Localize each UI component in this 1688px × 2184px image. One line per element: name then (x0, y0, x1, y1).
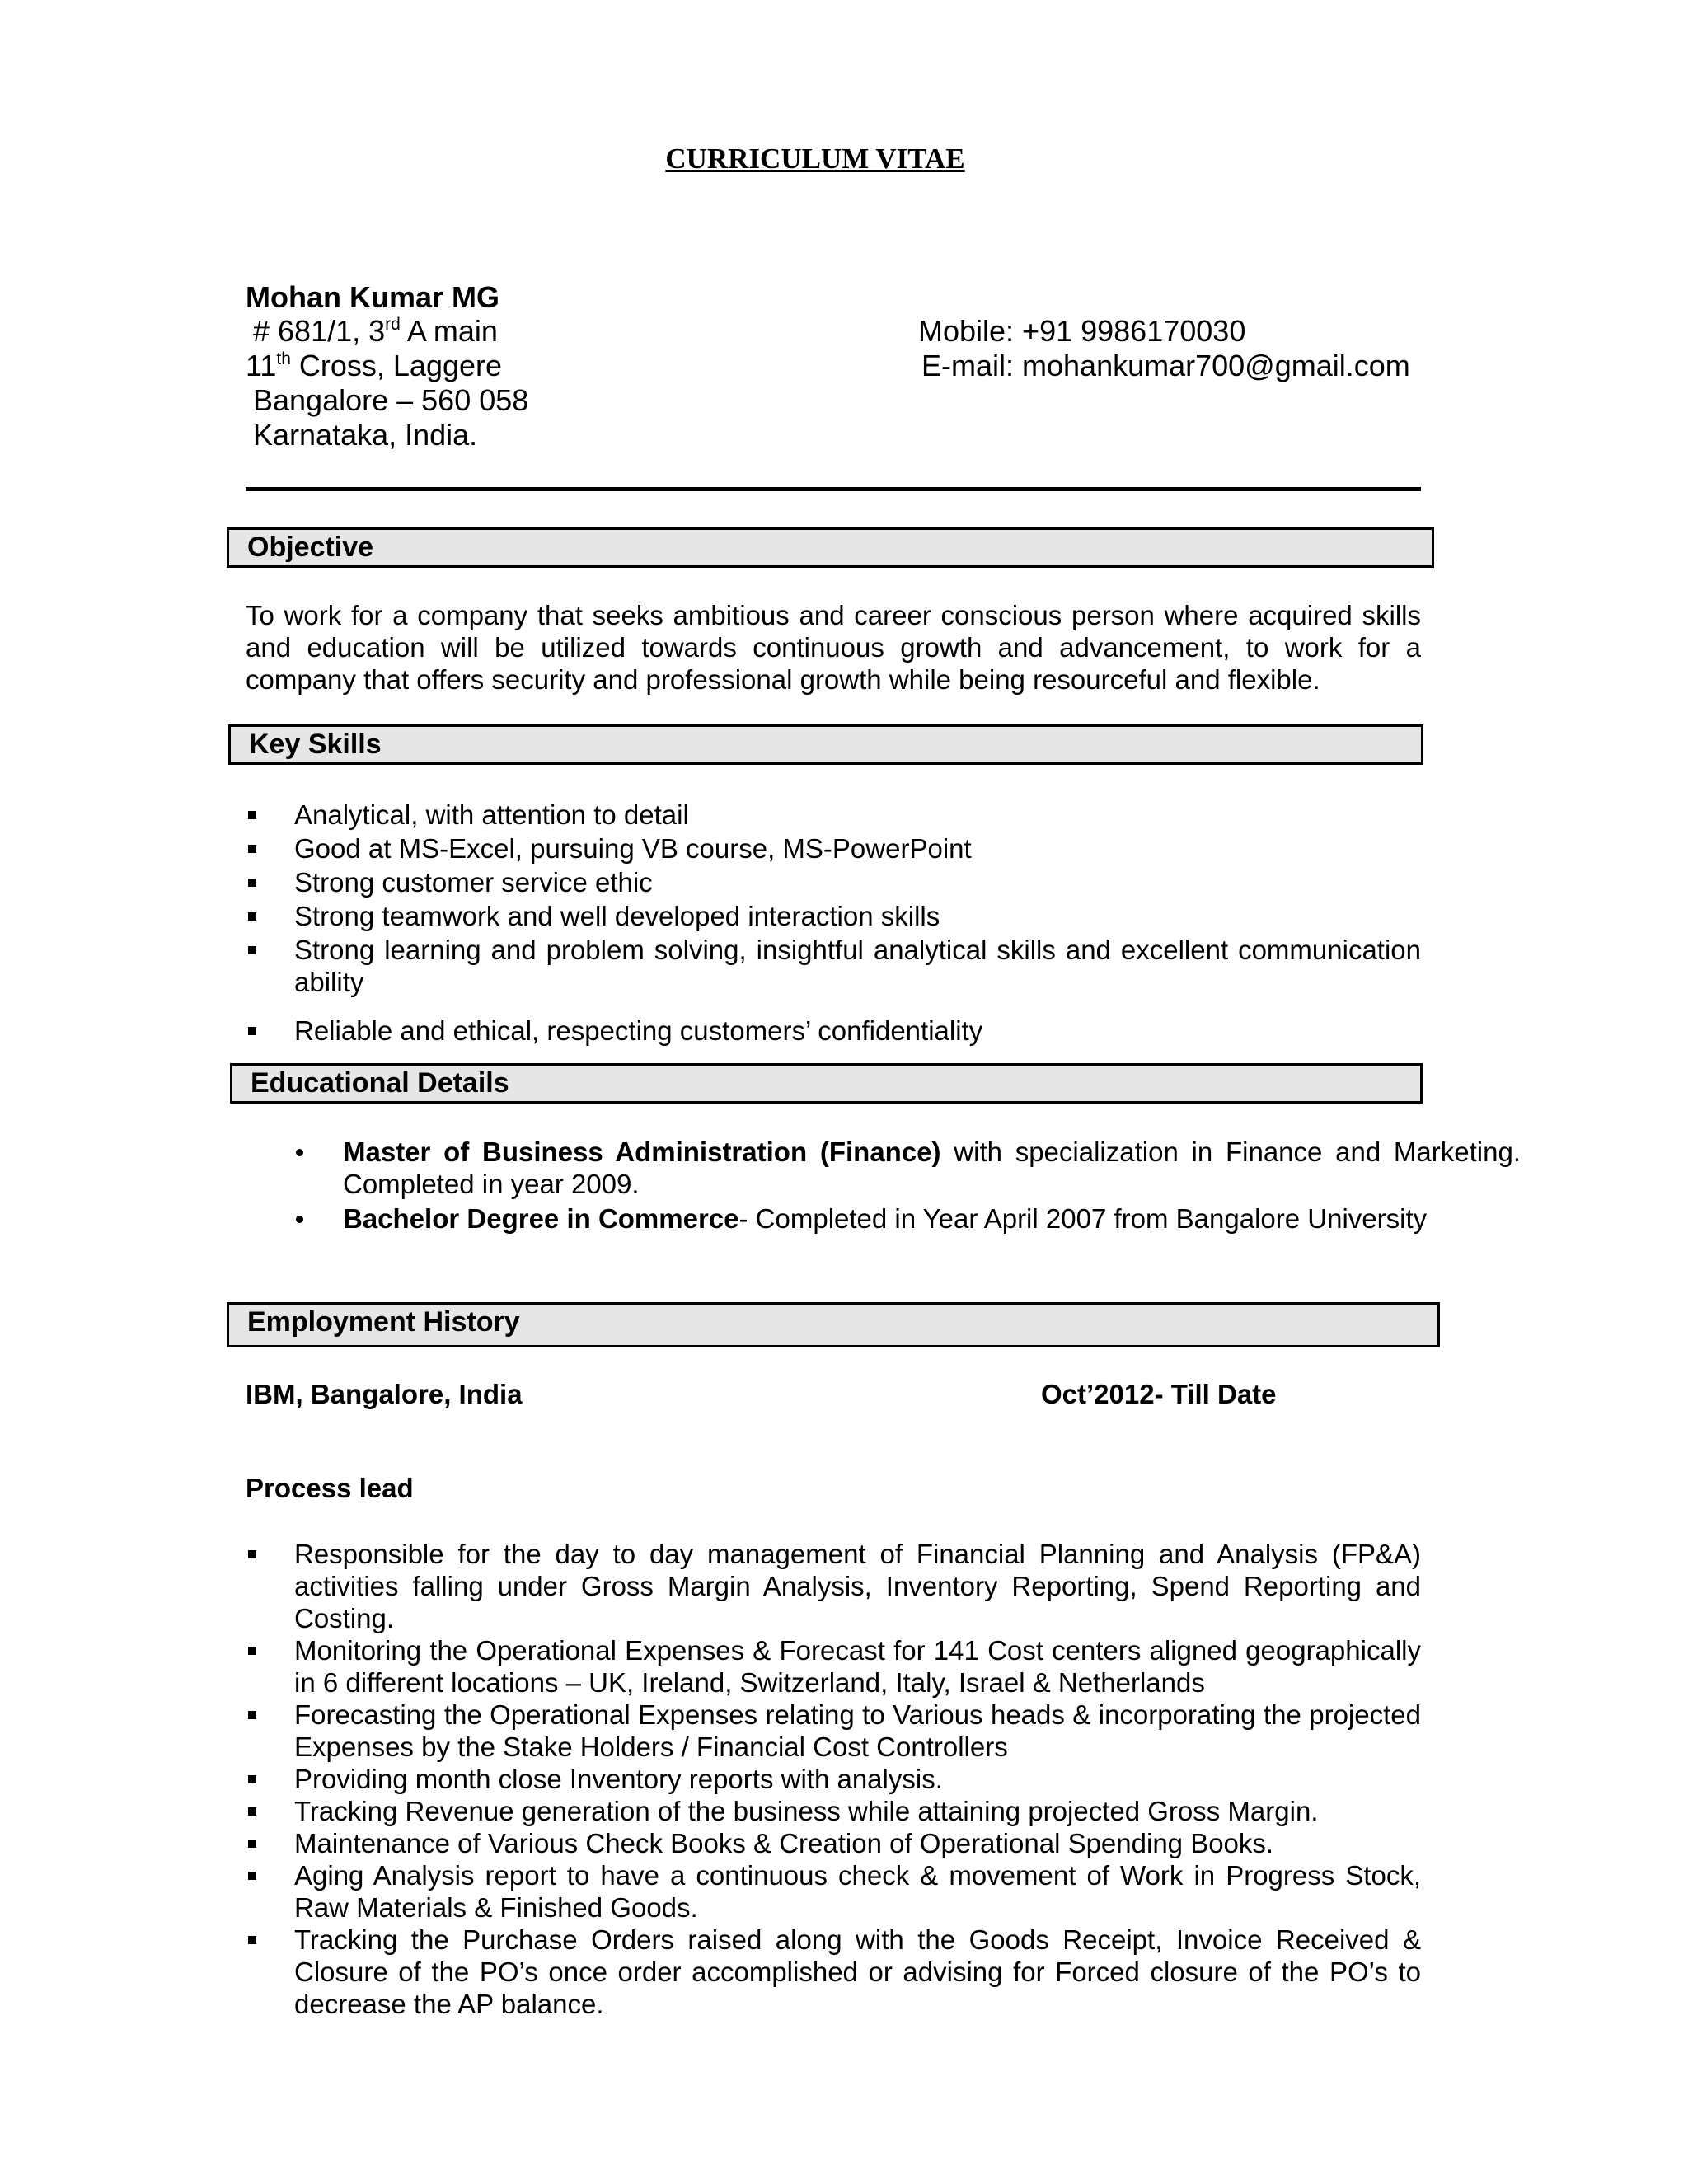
list-item: Tracking the Purchase Orders raised along with the Goods Receipt, Invoice Received & Closure of the PO’s once order accomplished or advising for Forced closure of the PO’s to decrease the AP balance. (246, 1924, 1421, 2020)
candidate-name: Mohan Kumar MG (246, 280, 500, 314)
square-bullet-icon (248, 1550, 256, 1558)
email-address: E-mail: mohankumar700@gmail.com (921, 349, 1410, 382)
square-bullet-icon (248, 1711, 256, 1719)
list-item: Forecasting the Operational Expenses relating to Various heads & incorporating the projected Expenses by the Stake Holders / Financial Cost Controllers (246, 1699, 1421, 1763)
list-item: Reliable and ethical, respecting customers’ confidentiality (246, 1015, 1421, 1047)
square-bullet-icon (248, 1775, 256, 1783)
duties-list (246, 1538, 1421, 2020)
document-title: CURRICULUM VITAE (665, 143, 965, 175)
square-bullet-icon (248, 811, 256, 819)
round-bullet-icon (296, 1216, 303, 1223)
header-divider (246, 487, 1421, 491)
address-line-3: Bangalore – 560 058 (253, 383, 529, 417)
section-education-header: Educational Details (230, 1063, 1423, 1104)
employment-dates: Oct’2012- Till Date (1041, 1379, 1277, 1409)
list-item: Aging Analysis report to have a continuous check & movement of Work in Progress Stock, Raw Materials & Finished Goods. (246, 1859, 1421, 1924)
square-bullet-icon (248, 845, 256, 853)
square-bullet-icon (248, 1936, 256, 1944)
address-line-4: Karnataka, India. (253, 418, 478, 452)
address-line-2: 11th Cross, Laggere (246, 349, 503, 382)
square-bullet-icon (248, 1872, 256, 1880)
employer-name: IBM, Bangalore, India (246, 1379, 523, 1409)
objective-text: To work for a company that seeks ambitious and career conscious person where acquired skills and education will be utilized towards continuous growth and advancement, to work for a company that offers security and professional growth while being resourceful and flexible. (246, 600, 1421, 695)
section-objective-header: Objective (227, 527, 1434, 568)
job-title: Process lead (246, 1473, 414, 1503)
list-item: Providing month close Inventory reports with analysis. (246, 1763, 1421, 1795)
section-employment-header: Employment History (227, 1302, 1440, 1347)
list-item: Bachelor Degree in Commerce- Completed in Year April 2007 from Bangalore University (294, 1202, 1521, 1235)
list-item: Strong learning and problem solving, insightful analytical skills and excellent communication ability (246, 934, 1421, 998)
square-bullet-icon (248, 912, 256, 921)
mobile-number: Mobile: +91 9986170030 (918, 314, 1246, 348)
list-item: Monitoring the Operational Expenses & Forecast for 141 Cost centers aligned geographically in 6 different locations – UK, Ireland, Switzerland, Italy, Israel & Netherlands (246, 1634, 1421, 1699)
list-item: Tracking Revenue generation of the business while attaining projected Gross Margin. (246, 1795, 1421, 1827)
list-item: Strong customer service ethic (246, 866, 1421, 898)
list-item: Strong teamwork and well developed interaction skills (246, 900, 1421, 932)
key-skills-list (246, 799, 1421, 1047)
list-item: Maintenance of Various Check Books & Creation of Operational Spending Books. (246, 1827, 1421, 1859)
section-key-skills-header: Key Skills (228, 724, 1423, 765)
square-bullet-icon (248, 1027, 256, 1035)
list-item: Analytical, with attention to detail (246, 799, 1421, 831)
list-item: Master of Business Administration (Finance) with specialization in Finance and Marketing. Completed in year 2009. (294, 1136, 1521, 1200)
list-item: Responsible for the day to day management of Financial Planning and Analysis (FP&A) activities falling under Gross Margin Analysis, Inventory Reporting, Spend Reporting and Costing. (246, 1538, 1421, 1634)
square-bullet-icon (248, 1647, 256, 1655)
square-bullet-icon (248, 1840, 256, 1848)
square-bullet-icon (248, 1807, 256, 1816)
list-item: Good at MS-Excel, pursuing VB course, MS-PowerPoint (246, 832, 1421, 865)
square-bullet-icon (248, 946, 256, 954)
education-list (294, 1136, 1521, 1235)
address-line-1: # 681/1, 3rd A main (253, 314, 498, 348)
round-bullet-icon (296, 1149, 303, 1156)
square-bullet-icon (248, 879, 256, 887)
